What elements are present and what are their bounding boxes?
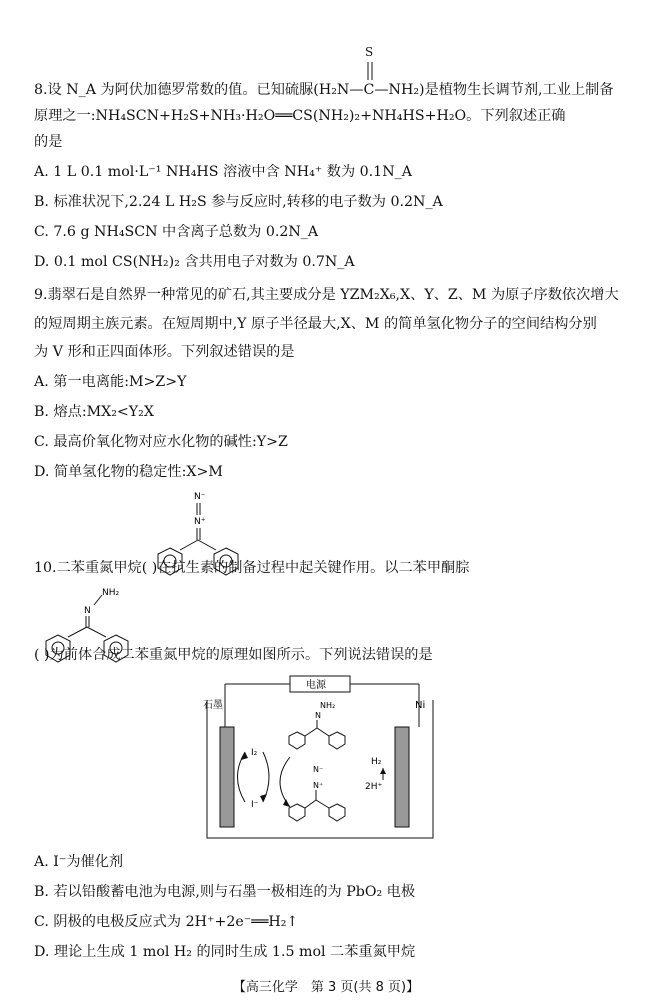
thiourea-s-label: S — [365, 45, 374, 59]
svg-text:N⁻: N⁻ — [194, 492, 206, 502]
q9-stem-line1: 9.翡翠石是自然界一种常见的矿石,其主要成分是 YZM₂X₆,X、Y、Z、M 为原子序数依次增大 — [34, 287, 619, 303]
svg-text:NH₂: NH₂ — [320, 701, 336, 710]
q10-option-a: A. I⁻为催化剂 — [34, 854, 124, 870]
q8-stem-line3: 的是 — [34, 134, 63, 150]
q8-option-a: A. 1 L 0.1 mol·L⁻¹ NH₄HS 溶液中含 NH₄⁺ 数为 0.1N_A — [34, 164, 412, 180]
svg-text:N⁻: N⁻ — [313, 765, 324, 774]
q10-stem-line1: 10.二苯重氮甲烷( )在抗生素的制备过程中起关键作用。以二苯甲酮腙 — [34, 560, 470, 576]
electrolysis-diagram — [195, 672, 445, 840]
q8-stem-line1: 8.设 N_A 为阿伏加德罗常数的值。已知硫脲(H₂N—C—NH₂)是植物生长调节剂,工业上制备 — [34, 82, 614, 98]
q9-option-a: A. 第一电离能:M>Z>Y — [34, 374, 187, 390]
page-footer: 【高三化学 第 3 页(共 8 页)】 — [232, 980, 420, 995]
q10-stem-line2: ( )为前体合成二苯重氮甲烷的原理如图所示。下列说法错误的是 — [34, 647, 433, 663]
q8-option-b: B. 标准状况下,2.24 L H₂S 参与反应时,转移的电子数为 0.2N_A — [34, 194, 443, 210]
thiourea-double-bond — [360, 60, 380, 82]
q10-option-d: D. 理论上生成 1 mol H₂ 的同时生成 1.5 mol 二苯重氮甲烷 — [34, 944, 416, 960]
q8-option-d: D. 0.1 mol CS(NH₂)₂ 含共用电子对数为 0.7N_A — [34, 254, 355, 270]
q9-stem-line2: 的短周期主族元素。在短周期中,Y 原子半径最大,X、M 的简单氢化物分子的空间结构分别 — [34, 316, 597, 332]
graphite-label: 石墨 — [203, 700, 223, 711]
svg-text:H₂: H₂ — [371, 757, 382, 767]
svg-text:N⁺: N⁺ — [313, 781, 324, 790]
q8-stem-line2: 原理之一:NH₄SCN+H₂S+NH₃·H₂O══CS(NH₂)₂+NH₄HS+H₂O。下列叙述正确 — [34, 108, 566, 124]
q9-option-c: C. 最高价氧化物对应水化物的碱性:Y>Z — [34, 434, 288, 450]
q9-option-b: B. 熔点:MX₂<Y₂X — [34, 404, 154, 420]
q8-option-c: C. 7.6 g NH₄SCN 中含离子总数为 0.2N_A — [34, 224, 319, 240]
svg-text:I⁻: I⁻ — [251, 800, 259, 810]
svg-text:N: N — [84, 606, 91, 616]
q10-option-c: C. 阴极的电极反应式为 2H⁺+2e⁻══H₂↑ — [34, 914, 299, 930]
q10-option-b: B. 若以铅酸蓄电池为电源,则与石墨一极相连的为 PbO₂ 电极 — [34, 884, 416, 900]
nickel-electrode — [395, 727, 409, 827]
q9-stem-line3: 为 V 形和正四面体形。下列叙述错误的是 — [34, 344, 295, 360]
q9-option-d: D. 简单氢化物的稳定性:X>M — [34, 464, 223, 480]
svg-text:N: N — [315, 711, 321, 720]
svg-text:I₂: I₂ — [251, 748, 258, 758]
power-source-label: 电源 — [306, 680, 326, 691]
graphite-electrode — [220, 727, 234, 827]
svg-text:N⁺: N⁺ — [194, 517, 206, 527]
svg-text:2H⁺: 2H⁺ — [365, 782, 383, 792]
nickel-label: Ni — [415, 700, 426, 711]
svg-text:NH₂: NH₂ — [102, 588, 120, 598]
